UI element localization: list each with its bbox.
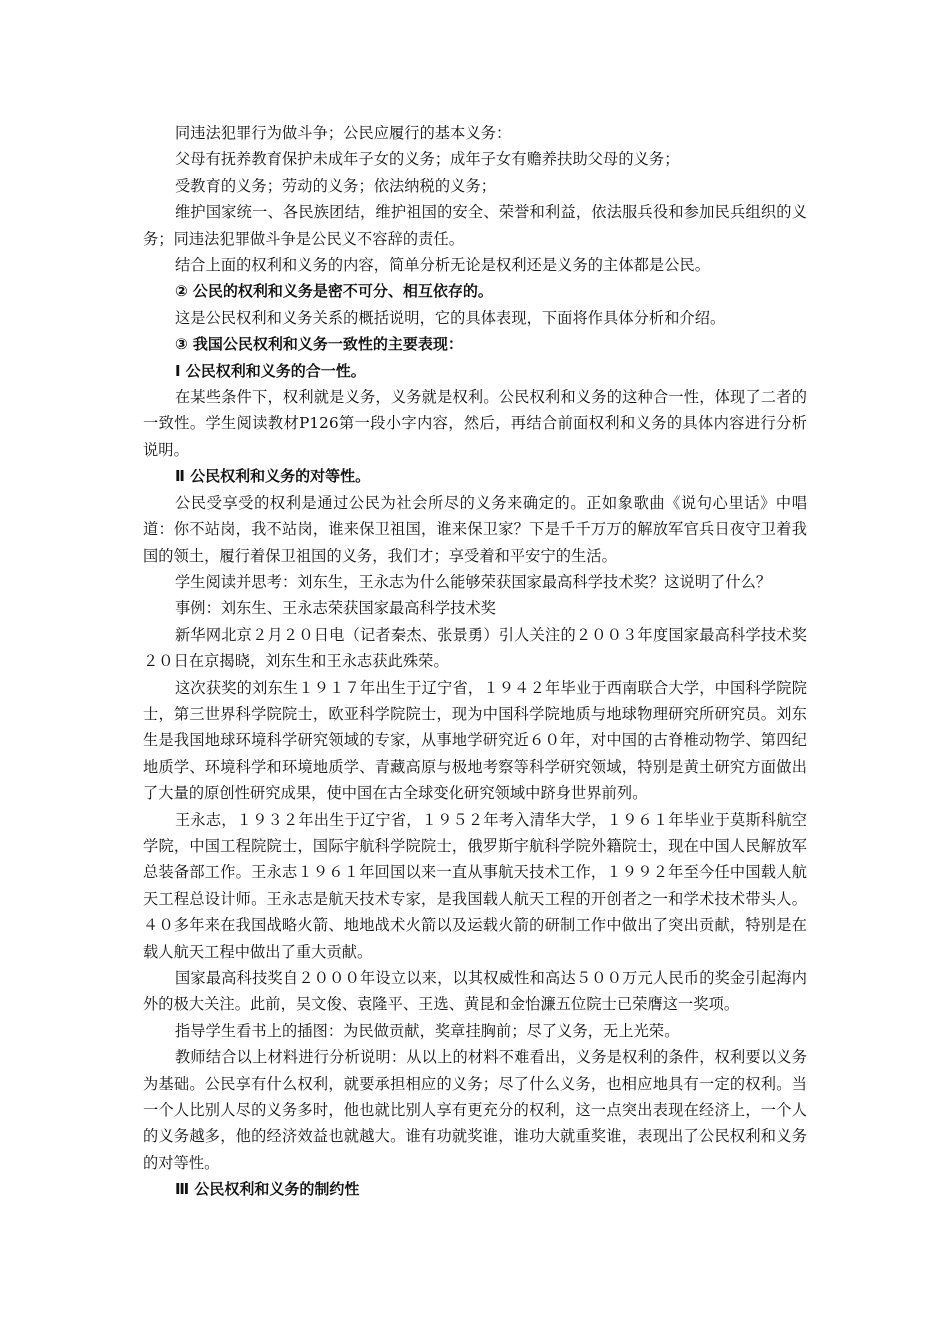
document-page [143, 120, 807, 1203]
section-heading: Ⅰ 公民权利和义务的合一性。 [175, 361, 366, 380]
paragraph: 维护国家统一、各民族团结，维护祖国的安全、荣誉和利益，依法服兵役和参加民兵组织的义务；同违法犯罪做斗争是公民义不容辞的责任。 [143, 203, 807, 248]
paragraph: 这是公民权利和义务关系的概括说明，它的具体表现，下面将作具体分析和介绍。 [175, 308, 726, 327]
section-heading: ③ 我国公民权利和义务一致性的主要表现： [175, 335, 463, 354]
paragraph: 指导学生看书上的插图：为民做贡献，奖章挂胸前；尽了义务，无上光荣。 [175, 1021, 680, 1040]
paragraph: 公民受享受的权利是通过公民为社会所尽的义务来确定的。正如象歌曲《说句心里话》中唱道：你不站岗，我不站岗，谁来保卫祖国，谁来保卫家？下是千千万万的解放军官兵日夜守卫着我国的领土，履行着保卫祖国的义务，我们才；享受着和平安宁的生活。 [143, 493, 807, 565]
section-heading: Ⅱ 公民权利和义务的对等性。 [175, 467, 371, 486]
paragraph: 在某些条件下，权利就是义务，义务就是权利。公民权利和义务的这种合一性，体现了二者的一致性。学生阅读教材P126第一段小字内容，然后，再结合前面权利和义务的具体内容进行分析说明。 [143, 388, 807, 459]
section-heading: Ⅲ 公民权利和义务的制约性 [175, 1180, 360, 1199]
paragraph: 学生阅读并思考：刘东生，王永志为什么能够荣获国家最高科学技术奖？这说明了什么？ [175, 572, 772, 591]
paragraph: 结合上面的权利和义务的内容，简单分析无论是权利还是义务的主体都是公民。 [175, 256, 711, 275]
section-heading: ② 公民的权利和义务是密不可分、相互依存的。 [175, 282, 493, 301]
paragraph: 王永志，１９３２年出生于辽宁省，１９５２年考入清华大学，１９６１年毕业于莫斯科航空学院，中国工程院院士，国际宇航科学院院士，俄罗斯宇航科学院外籍院士，现在中国人民解放军总装备部工作。王永志１９６１年回国以来一直从事航天技术工作，１９９２年至今任中国载人航天工程总设计师。王永志是航天技术专家，是我国载人航天工程的开创者之一和学术技术带头人。４０多年来在我国战略火箭、地地战术火箭以及运载火箭的研制工作中做出了突出贡献，特别是在载人航天工程中做出了重大贡献。 [143, 810, 807, 961]
paragraph: 新华网北京２月２０日电（记者秦杰、张景勇）引人关注的２００３年度国家最高科学技术奖２０日在京揭晓，刘东生和王永志获此殊荣。 [143, 625, 807, 671]
paragraph: 事例：刘东生、王永志荣获国家最高科学技术奖 [175, 599, 497, 618]
paragraph: 国家最高科技奖自２０００年设立以来，以其权威性和高达５００万元人民币的奖金引起海内外的极大关注。此前，吴文俊、袁隆平、王选、黄昆和金怡濂五位院士已荣膺这一奖项。 [143, 969, 807, 1014]
paragraph: 受教育的义务；劳动的义务；依法纳税的义务； [175, 176, 497, 195]
paragraph: 同违法犯罪行为做斗争；公民应履行的基本义务： [175, 124, 512, 142]
paragraph: 这次获奖的刘东生１９１７年出生于辽宁省，１９４２年毕业于西南联合大学，中国科学院院士，第三世界科学院院士，欧亚科学院院士，现为中国科学院地质与地球物理研究所研究员。刘东生是我国地球环境科学研究领域的专家，从事地学研究近６０年，对中国的古脊椎动物学、第四纪地质学、环境科学和环境地质学、青藏高原与极地考察等科学研究领域，特别是黄土研究方面做出了大量的原创性研究成果，使中国在古全球变化研究领域中跻身世界前列。 [143, 678, 807, 803]
paragraph: 父母有抚养教育保护未成年子女的义务；成年子女有赡养扶助父母的义务； [175, 150, 680, 169]
paragraph: 教师结合以上材料进行分析说明：从以上的材料不难看出，义务是权利的条件，权利要以义务为基础。公民享有什么权利，就要承担相应的义务；尽了什么义务，也相应地具有一定的权利。当一个人比别人尽的义务多时，他也就比别人享有更充分的权利，这一点突出表现在经济上，一个人的义务越多，他的经济效益也就越大。谁有功就奖谁，谁功大就重奖谁，表现出了公民权利和义务的对等性。 [143, 1048, 807, 1172]
